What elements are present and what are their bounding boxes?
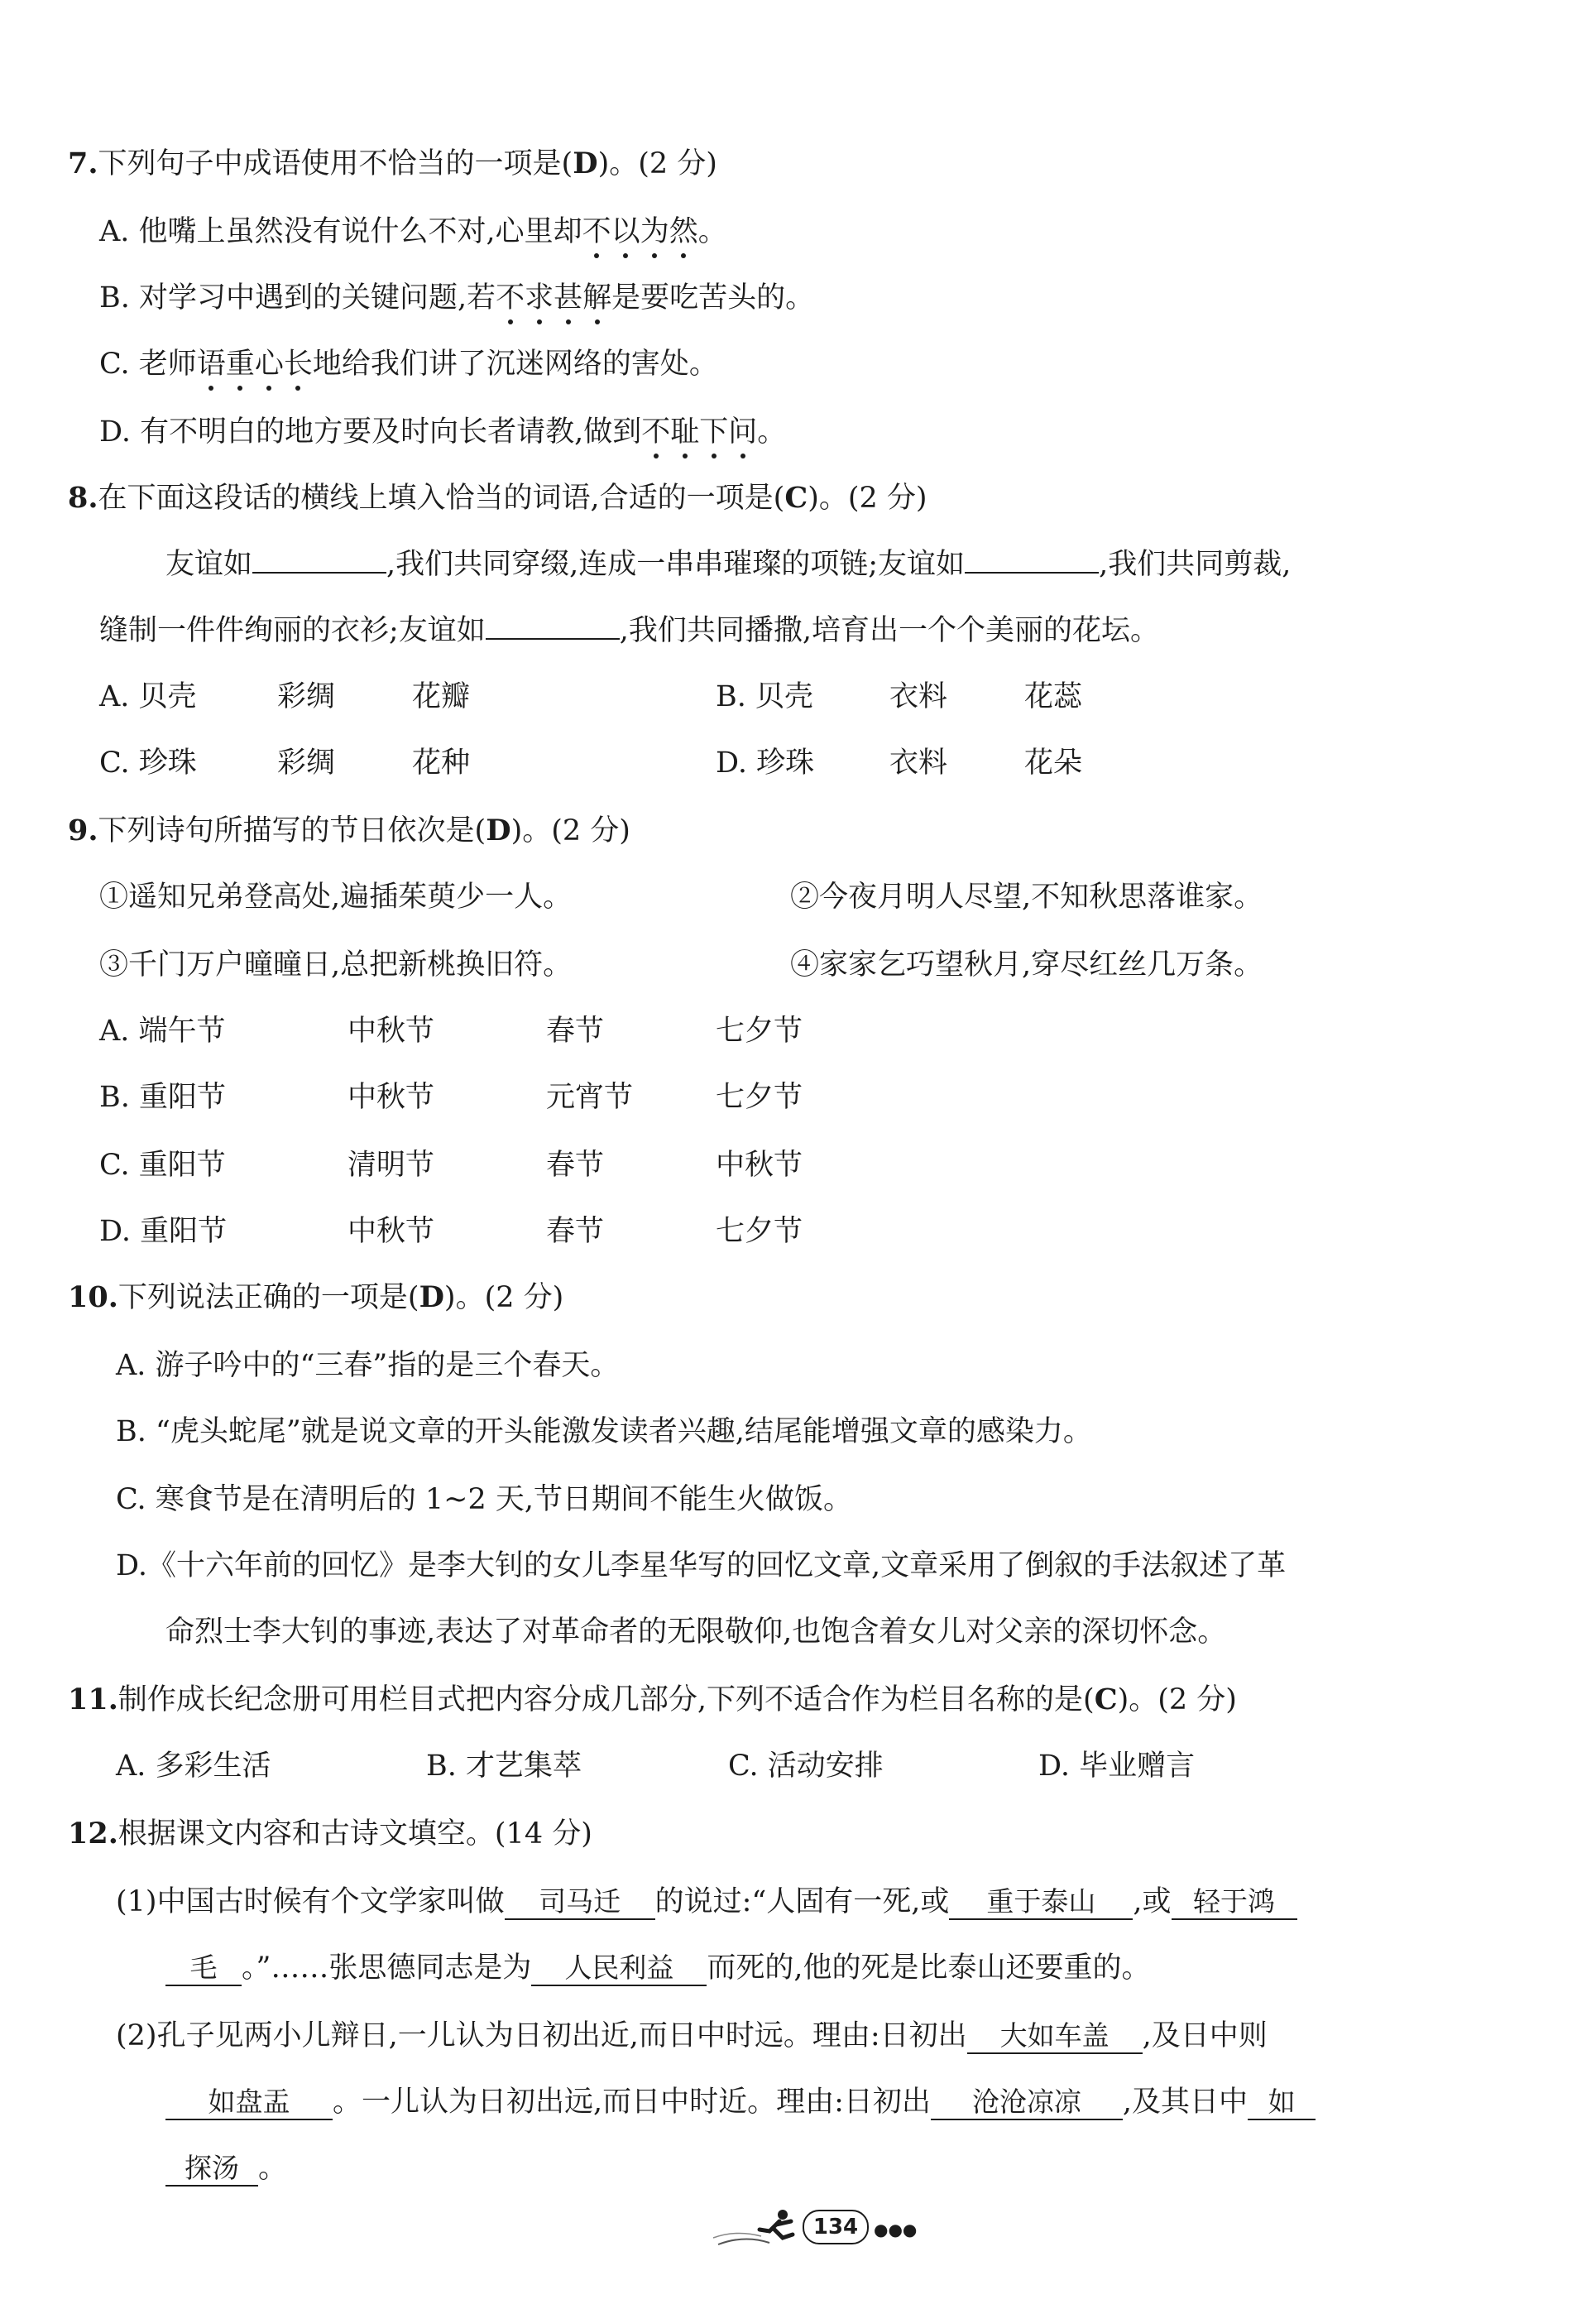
q9-poem-2: ②今夜月明人尽望,不知秋思落谁家。 [790, 881, 1263, 914]
emphasis-char: 为 [640, 214, 669, 250]
q8-blank-3 [486, 638, 620, 640]
q7-option-d: D. 有不明白的地方要及时向长者请教,做到不 耻 下 问 。 [99, 414, 1538, 450]
emphasis-char: 不 [582, 214, 611, 250]
q9-stem: 9.下列诗句所描写的节日依次是(D)。(2 分) [68, 814, 630, 847]
q10-option-d-line1: D.《十六年前的回忆》是李大钊的女儿李星华写的回忆文章,文章采用了倒叙的手法叙述了革 [116, 1549, 1287, 1582]
emphasis-dot-icon [295, 386, 300, 391]
q11-number: 11. [68, 1683, 118, 1716]
q8-passage-line1: 友谊如 ,我们共同穿缀,连成一串串璀璨的项链;友谊如 ,我们共同剪裁, [165, 548, 1292, 581]
q10-answer: D [419, 1280, 444, 1314]
emphasis-dot-icon [623, 253, 628, 258]
q8-number: 8. [68, 481, 98, 515]
emphasis-char: 下 [699, 414, 728, 450]
q12-part2-line1: (2)孔子见两小儿辩日,一儿认为日初出近,而日中时远。理由:日初出 大如车盖 ,及日中则 [116, 2019, 1268, 2052]
emphasis-char: 甚 [554, 280, 582, 316]
q9-poem-1: ①遥知兄弟登高处,遍插茱萸少一人。 [99, 881, 573, 914]
q11-stem: 11.制作成长纪念册可用栏目式把内容分成几部分,下列不适合作为栏目名称的是(C)。(2 分) [68, 1683, 1237, 1716]
q12-answer-blank: 轻于鸿 [1172, 1885, 1297, 1920]
q10-option-b: B. “虎头蛇尾”就是说文章的开头能激发读者兴趣,结尾能增强文章的感染力。 [116, 1415, 1092, 1448]
emphasis-char: 然 [669, 214, 698, 250]
emphasis-dot-icon [595, 319, 600, 324]
q7-a-idiom [582, 214, 698, 250]
q8-blank-1 [252, 572, 386, 574]
page-footer [712, 2201, 927, 2251]
q8-blank-2 [965, 572, 1099, 574]
q12-answer-blank: 重于泰山 [949, 1885, 1133, 1920]
q8-answer: C [784, 481, 808, 515]
q12-part2-line3: 探汤 。 [165, 2150, 1538, 2187]
emphasis-char: 求 [525, 280, 554, 316]
emphasis-char: 长 [284, 346, 313, 382]
q12-stem: 12.根据课文内容和古诗文填空。(14 分) [68, 1817, 592, 1851]
q12-number: 12. [68, 1817, 118, 1851]
emphasis-dot-icon [266, 386, 271, 391]
q9-answer: D [486, 814, 511, 847]
emphasis-dot-icon [740, 454, 745, 458]
footer-dots: ●●● [874, 2220, 918, 2239]
emphasis-char: 解 [582, 280, 611, 316]
q12-part1-line2: 毛 。”……张思德同志是为 人民利益 而死的,他的死是比泰山还要重的。 [165, 1950, 1538, 1986]
q7-option-c: C. 老师语 重 心 长 地给我们讲了沉迷网络的害处。 [99, 346, 1538, 382]
q7-c-idiom [197, 346, 313, 382]
q12-part1-line1: (1)中国古时候有个文学家叫做 司马迁 的说过:“人固有一死,或 重于泰山 ,或 轻于鸿 [116, 1884, 1538, 1920]
q7-number: 7. [68, 146, 98, 180]
emphasis-char: 以 [611, 214, 640, 250]
emphasis-dot-icon [566, 319, 571, 324]
emphasis-dot-icon [652, 253, 657, 258]
emphasis-dot-icon [594, 253, 599, 258]
q7-answer: D [573, 146, 598, 180]
emphasis-char: 心 [255, 346, 284, 382]
q7-stem: 7.下列句子中成语使用不恰当的一项是(D)。(2 分) [68, 146, 717, 180]
q9-poem-4: ④家家乞巧望秋月,穿尽红丝几万条。 [790, 948, 1263, 982]
page-number: 134 [803, 2210, 869, 2244]
q8-stem: 8.在下面这段话的横线上填入恰当的词语,合适的一项是(C)。(2 分) [68, 481, 927, 515]
q11-answer: C [1094, 1683, 1118, 1716]
q10-option-a: A. 游子吟中的“三春”指的是三个春天。 [116, 1349, 620, 1382]
q8-passage-line2: 缝制一件件绚丽的衣衫;友谊如 ,我们共同播撒,培育出一个个美丽的花坛。 [99, 614, 1160, 647]
q10-option-d-line2: 命烈士李大钊的事迹,表达了对革命者的无限敬仰,也饱含着女儿对父亲的深切怀念。 [165, 1615, 1227, 1649]
q12-answer-blank: 如盘盂 [165, 2086, 333, 2120]
q7-option-a: A. 他嘴上虽然没有说什么不对,心里却不 以 为 然 。 [99, 214, 1538, 250]
q9-poem-3: ③千门万户曈曈日,总把新桃换旧符。 [99, 948, 573, 982]
q12-answer-blank: 如 [1248, 2086, 1316, 2120]
emphasis-dot-icon [712, 454, 717, 458]
q12-answer-blank: 探汤 [165, 2152, 258, 2187]
q12-answer-blank: 毛 [165, 1951, 242, 1986]
q12-answer-blank: 司马迁 [505, 1885, 655, 1920]
emphasis-dot-icon [681, 253, 686, 258]
q12-answer-blank: 人民利益 [531, 1951, 707, 1986]
q12-answer-blank: 大如车盖 [967, 2019, 1143, 2054]
q10-option-c: C. 寒食节是在清明后的 1~2 天,节日期间不能生火做饭。 [116, 1483, 853, 1516]
emphasis-dot-icon [654, 454, 659, 458]
q7-option-b: B. 对学习中遇到的关键问题,若不 求 甚 解 是要吃苦头的。 [99, 280, 1538, 316]
emphasis-char: 耻 [670, 414, 699, 450]
emphasis-char: 重 [226, 346, 255, 382]
emphasis-char: 不 [496, 280, 525, 316]
running-figure-icon [712, 2201, 803, 2251]
q12-answer-blank: 沧沧凉凉 [931, 2086, 1123, 2120]
emphasis-dot-icon [537, 319, 542, 324]
emphasis-char: 问 [728, 414, 757, 450]
emphasis-dot-icon [237, 386, 242, 391]
emphasis-dot-icon [683, 454, 688, 458]
q7-d-idiom [641, 414, 757, 450]
q7-b-idiom [496, 280, 611, 316]
emphasis-dot-icon [508, 319, 513, 324]
q12-part2-line2: 如盘盂 。一儿认为日初出远,而日中时近。理由:日初出 沧沧凉凉 ,及其日中 如 [165, 2084, 1538, 2120]
emphasis-dot-icon [208, 386, 213, 391]
q9-number: 9. [68, 814, 98, 847]
emphasis-char: 语 [197, 346, 226, 382]
exam-page: 7.下列句子中成语使用不恰当的一项是(D)。(2 分) A. 他嘴上虽然没有说什么不对,心里却不 以 为 然 。 B. 对学习中遇到的关键问题,若不 求 甚 解 是要吃苦头的。 C. 老师语 重 心 长 地给我们讲了沉迷网络的害处。 D. 有不明白的地方要及时向长者请教,做到不 耻 下 问 。 8.在下面这段话的横线上填入恰当的词语,合适的一项是(C)。(2 分) 友谊如 ,我们共同穿缀,连成一串串璀璨的项链;友谊如 ,我们共同剪裁, 缝制一件件绚丽的衣衫;友谊如 ,我们共同播撒,培育出一个个美丽的花坛。 A. 贝壳 彩绸 花瓣 B. 贝壳 衣料 花蕊 C. 珍珠 彩绸 花种 D. 珍珠 衣料 花朵 9.下列诗句所描写的节日依次是(D)。(2 分) ①遥知兄弟登高处,遍插茱萸少一人。 ②今夜月明人尽望,不知秋思落谁家。 ③千门万户曈曈日,总把新桃换旧符。 ④家家乞巧望秋月,穿尽红丝几万条。 A. 端午节 中秋节 春节 七夕节 B. 重阳节 中秋节 元宵节 七夕节 C. 重阳节 清明节 春节 中秋节 D. 重阳节 中秋节 春节 七夕节 10.下列说法正确的一项是(D)。(2 分) A. 游子吟中的“三春”指的是三个春天。 B. “虎头蛇尾”就是说文章的开头能激发读者兴趣,结尾能增强文章的感染力。 C. 寒食节是在清明后的 1~2 天,节日期间不能生火做饭。 D.《十六年前的回忆》是李大钊的女儿李星华写的回忆文章,文章采用了倒叙的手法叙述了革 命烈士李大钊的事迹,表达了对革命者的无限敬仰,也饱含着女儿对父亲的深切怀念。 11.制作成长纪念册可用栏目式把内容分成几部分,下列不适合作为栏目名称的是(C)。(2 分) A. 多彩生活 B. 才艺集萃 C. 活动安排 D. 毕业赠言 12.根据课文内容和古诗文填空。(14 分) (1)中国古时候有个文学家叫做 司马迁 的说过:“人固有一死,或 重于泰山 ,或 轻于鸿 毛 。”……张思德同志是为 人民利益 而死的,他的死是比泰山还要重的。 (2)孔子见两小儿辩日,一儿认为日初出近,而日中时远。理由:日初出 大如车盖 ,及日中则 如盘盂 。一儿认为日初出远,而日中时近。理由:日初出 沧沧凉凉 ,及其日中 如 探汤 。 134 ●●● [0, 0, 1596, 2309]
q10-stem: 10.下列说法正确的一项是(D)。(2 分) [68, 1280, 564, 1314]
emphasis-char: 不 [641, 414, 670, 450]
q10-number: 10. [68, 1280, 118, 1314]
